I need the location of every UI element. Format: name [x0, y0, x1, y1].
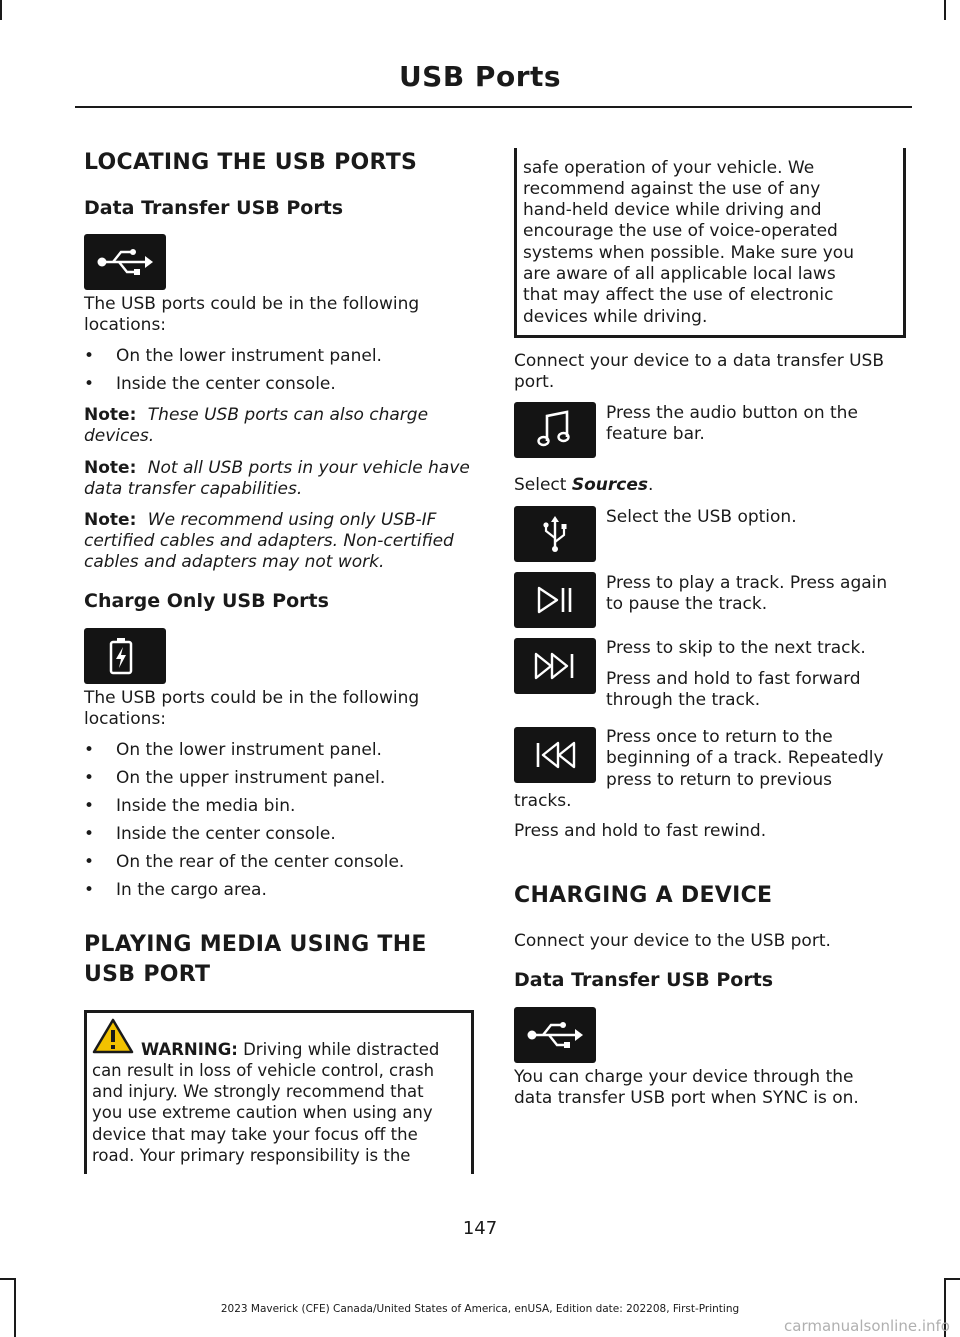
list-item-text: On the upper instrument panel. — [116, 768, 386, 788]
heading-data-transfer-usb-ports-2: Data Transfer USB Ports — [514, 969, 774, 991]
play-pause-icon — [514, 572, 596, 628]
watermark: carmanualsonline.info — [784, 1317, 950, 1335]
header-rule — [75, 106, 912, 108]
bullet: • — [84, 796, 95, 816]
crop-mark-bottom-left-h — [0, 1278, 14, 1280]
bullet: • — [84, 374, 95, 394]
warning-cont-line: that may affect the use of electronic — [523, 285, 834, 305]
warning-cont-line: encourage the use of voice-operated — [523, 221, 838, 241]
warning-cont-line: systems when possible. Make sure you — [523, 243, 854, 263]
list-item-text: On the lower instrument panel. — [116, 346, 382, 366]
usb-icon — [514, 1007, 596, 1063]
heading-locating-usb-ports: LOCATING THE USB PORTS — [84, 150, 418, 175]
heading-charging-a-device: CHARGING A DEVICE — [514, 883, 773, 908]
note-3-line-2: certified cables and adapters. Non-certified — [84, 531, 454, 551]
heading-playing-media-1: PLAYING MEDIA USING THE — [84, 932, 427, 957]
select-suffix: . — [648, 475, 654, 495]
warning-line-6: road. Your primary responsibility is the — [92, 1146, 411, 1165]
charge-through-line-1: You can charge your device through the — [514, 1067, 854, 1087]
note-2-line-1 — [84, 458, 470, 480]
crop-mark-bottom-right-h — [946, 1278, 960, 1280]
note-label: Note: — [84, 510, 137, 530]
note-2-line-2: data transfer capabilities. — [84, 479, 303, 499]
bullet: • — [84, 824, 95, 844]
warning-cont-line: hand-held device while driving and — [523, 200, 822, 220]
note-text: These USB ports can also charge — [147, 405, 429, 425]
note-3-line-1 — [84, 510, 436, 532]
audio-button-line-2: feature bar. — [606, 424, 705, 444]
sources-keyword: Sources — [571, 475, 648, 495]
play-line-2: to pause the track. — [606, 594, 768, 614]
list-item-text: On the lower instrument panel. — [116, 740, 382, 760]
usb-option-text: Select the USB option. — [606, 507, 797, 527]
warning-cont-line: recommend against the use of any — [523, 179, 821, 199]
select-prefix: Select — [514, 475, 567, 495]
list-item-text: Inside the media bin. — [116, 796, 296, 816]
warning-cont-line: safe operation of your vehicle. We — [523, 158, 815, 178]
charge-locations-intro-2: locations: — [84, 709, 167, 729]
previous-line-4: tracks. — [514, 791, 572, 811]
skip-previous-icon — [514, 727, 596, 783]
heading-charge-only-usb-ports: Charge Only USB Ports — [84, 590, 329, 612]
data-locations-intro-1: The USB ports could be in the following — [84, 294, 420, 314]
warning-line-3: and injury. We strongly recommend that — [92, 1082, 424, 1101]
bullet: • — [84, 880, 95, 900]
select-sources — [514, 475, 653, 497]
play-line-1: Press to play a track. Press again — [606, 573, 888, 593]
note-text: We recommend using only USB-IF — [147, 510, 437, 530]
list-item-text: On the rear of the center console. — [116, 852, 405, 872]
warning-line-1 — [141, 1039, 439, 1061]
crop-mark-top-left — [0, 0, 2, 20]
previous-line-3: press to return to previous — [606, 770, 832, 790]
skip-text: Press to skip to the next track. — [606, 638, 866, 658]
list-item-text: Inside the center console. — [116, 374, 336, 394]
warning-text: Driving while distracted — [243, 1040, 440, 1059]
fast-forward-line-2: through the track. — [606, 690, 761, 710]
usb-trident-icon — [514, 506, 596, 562]
bullet: • — [84, 768, 95, 788]
connect-data-line-1: Connect your device to a data transfer USB — [514, 351, 884, 371]
warning-triangle-icon — [92, 1018, 134, 1058]
warning-cont-line: devices while driving. — [523, 307, 708, 327]
data-locations-intro-2: locations: — [84, 315, 167, 335]
charge-through-line-2: data transfer USB port when SYNC is on. — [514, 1088, 859, 1108]
edition-line: 2023 Maverick (CFE) Canada/United States of America, enUSA, Edition date: 202208, First-Printing — [220, 1303, 740, 1315]
note-label: Note: — [84, 458, 137, 478]
list-item-text: In the cargo area. — [116, 880, 267, 900]
music-note-icon — [514, 402, 596, 458]
page-number: 147 — [462, 1218, 498, 1239]
note-1-line-2: devices. — [84, 426, 155, 446]
connect-usb-text: Connect your device to the USB port. — [514, 931, 831, 951]
fast-forward-line-1: Press and hold to fast forward — [606, 669, 861, 689]
note-1-line-1 — [84, 405, 428, 427]
page-title: USB Ports — [398, 60, 562, 93]
note-text: Not all USB ports in your vehicle have — [147, 458, 470, 478]
bullet: • — [84, 740, 95, 760]
previous-line-2: beginning of a track. Repeatedly — [606, 748, 884, 768]
note-3-line-3: cables and adapters may not work. — [84, 552, 385, 572]
rewind-text: Press and hold to fast rewind. — [514, 821, 767, 841]
note-label: Note: — [84, 405, 137, 425]
usb-icon — [84, 234, 166, 290]
warning-line-2: can result in loss of vehicle control, crash — [92, 1061, 435, 1080]
warning-line-5: device that may take your focus off the — [92, 1125, 418, 1144]
audio-button-line-1: Press the audio button on the — [606, 403, 858, 423]
heading-playing-media-2: USB PORT — [84, 962, 211, 987]
battery-charge-icon — [84, 628, 166, 684]
warning-cont-line: are aware of all applicable local laws — [523, 264, 836, 284]
warning-label: WARNING: — [141, 1040, 238, 1059]
skip-next-icon — [514, 638, 596, 694]
crop-mark-top-right — [944, 0, 946, 20]
bullet: • — [84, 346, 95, 366]
bullet: • — [84, 852, 95, 872]
previous-line-1: Press once to return to the — [606, 727, 833, 747]
heading-data-transfer-usb-ports: Data Transfer USB Ports — [84, 197, 344, 219]
warning-line-4: you use extreme caution when using any — [92, 1103, 433, 1122]
list-item-text: Inside the center console. — [116, 824, 336, 844]
charge-locations-intro-1: The USB ports could be in the following — [84, 688, 420, 708]
connect-data-line-2: port. — [514, 372, 555, 392]
